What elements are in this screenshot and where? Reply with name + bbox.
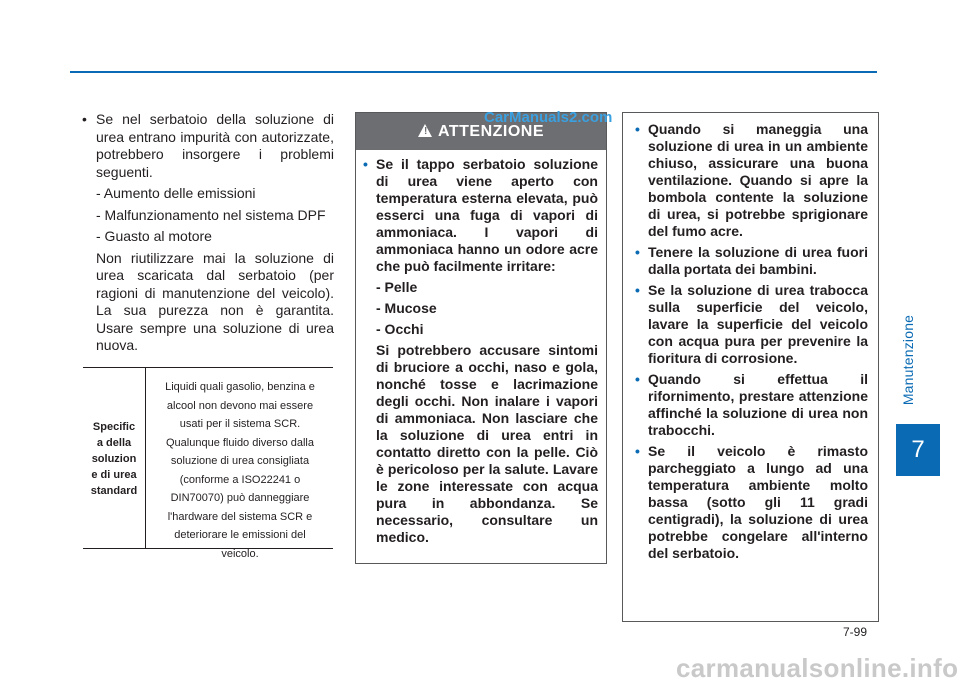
caution-list-box (622, 112, 879, 622)
warning-title: ATTENZIONE (437, 123, 545, 140)
section-tab (887, 300, 929, 420)
problem-item-emissions: - Aumento delle emissioni (96, 185, 256, 201)
spec-label-line: e di urea (91, 469, 137, 481)
spec-label-line: soluzion (91, 453, 137, 465)
spec-text-line: Qualunque fluido diverso dalla (166, 436, 314, 449)
page-number: 7-99 (843, 625, 868, 639)
spec-text-line: (conforme a ISO22241 o (179, 473, 301, 486)
section-label: Manutenzione (900, 314, 916, 406)
caution-list (623, 113, 878, 562)
spec-label-line: Specific (92, 421, 136, 433)
top-rule (70, 71, 877, 73)
warning-item-skin: - Pelle (376, 279, 418, 295)
warning-paragraph: Si potrebbero accusare sintomi di bruciore a occhi, naso e gola, nonché tosse e lacrimazione degli occhi. Non inalare i vapori di ammoniaca. Non lasciare che la soluzione di urea entri in contatto diretto con la pelle. Ciò è pericoloso per la salute. Lavare le zone interessate con acqua pura in abbondanza. Se necessario, consultare un medico. (376, 342, 598, 545)
warning-item-eyes: - Occhi (376, 321, 424, 337)
warning-box (355, 112, 607, 564)
problem-item-engine: - Guasto al motore (96, 228, 212, 244)
spec-text-line: alcool non devono mai essere (166, 399, 314, 412)
warning-bullet: • Se il tappo serbatoio soluzione di urea viene aperto con temperatura esterna elevata, può esserci una fuga di vapori di ammoniaca. I vapori di ammoniaca hanno un odore acre che può facilmente irritare: (376, 156, 598, 275)
spec-text-line: usati per il sistema SCR. (179, 418, 301, 430)
warning-triangle-icon: ! (418, 124, 432, 137)
spec-text-line: veicolo. (221, 547, 259, 560)
spec-text-line: Liquidi quali gasolio, benzina e (165, 381, 315, 393)
warning-body (356, 150, 606, 546)
spec-text-cell (153, 378, 327, 563)
watermark-footer: carmanualsonline.info (676, 653, 959, 683)
warning-item-mucosa: - Mucose (376, 300, 437, 316)
list-item: • Se il veicolo è rimasto parcheggiato a lungo ad una temperatura ambiente molto bassa (sotto gli 11 gradi centigradi), la soluzione di urea potrebbe congelare all'interno del serbatoio. (648, 443, 868, 562)
reuse-paragraph: Non riutilizzare mai la soluzione di urea scaricata dal serbatoio (per ragioni di manutenzione del veicolo). La sua purezza non è garantita. Usare sempre una soluzione di urea nuova. (96, 249, 334, 353)
problem-item-dpf: - Malfunzionamento nel sistema DPF (96, 206, 326, 223)
spec-label-line: standard (90, 485, 138, 497)
list-item: • Tenere la soluzione di urea fuori dalla portata dei bambini. (648, 244, 868, 278)
spec-text-line: soluzione di urea consigliata (170, 455, 310, 467)
left-column (80, 111, 334, 355)
chapter-number-badge: 7 (896, 424, 940, 476)
urea-spec-table (83, 367, 333, 560)
spec-text-line: DIN70070) può danneggiare (170, 492, 310, 504)
list-item: • Quando si effettua il rifornimento, prestare attenzione affinché la soluzione di urea non trabocchi. (648, 371, 868, 439)
table-divider (145, 368, 146, 548)
list-item: • Quando si maneggia una soluzione di urea in un ambiente chiuso, assicurare una buona ventilazione. Quando si apre la bombola contente la soluzione di urea, si potrebbe sprigionare del fumo acre. (648, 121, 868, 240)
spec-label-cell (83, 419, 145, 499)
spec-label-line: a della (96, 437, 132, 449)
list-item: • Se la soluzione di urea trabocca sulla superficie del veicolo, lavare la superficie del veicolo con acqua pura per prevenire la fioritura di corrosione. (648, 282, 868, 367)
spec-text-line: deteriorare le emissioni del (174, 529, 306, 541)
impurity-bullet: • Se nel serbatoio della soluzione di urea entrano impurità con autorizzate, potrebbero insorgere i problemi seguenti. (80, 111, 334, 181)
watermark-link[interactable]: CarManuals2.com (484, 109, 613, 126)
spec-text-line: l'hardware del sistema SCR e (167, 510, 313, 523)
